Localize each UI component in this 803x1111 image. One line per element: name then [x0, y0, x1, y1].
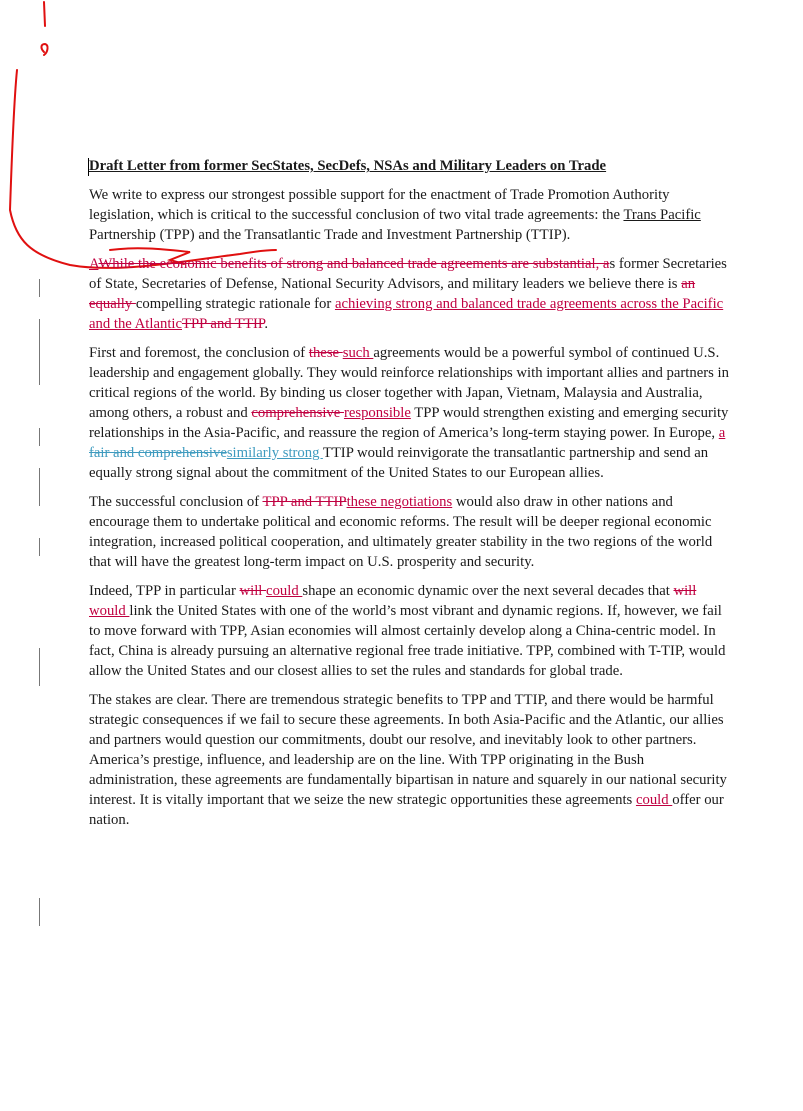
deleted-text: these	[308, 345, 343, 362]
deleted-text: TPP and TTIP	[262, 494, 347, 511]
deleted-text: comprehensive	[251, 404, 344, 421]
inserted-text: these negotiations	[346, 494, 453, 511]
inserted-text: A	[89, 256, 99, 273]
text-run: Partnership (TPP) and the Transatlantic Trade and Investment Partnership (TTIP).	[89, 226, 571, 243]
paragraph-4	[89, 493, 729, 573]
change-bar	[39, 898, 40, 926]
ink-stroke-top	[44, 2, 45, 26]
change-bar	[39, 538, 40, 556]
title-text: Draft Letter from former SecStates, SecDefs, NSAs and Military Leaders on Trade	[89, 158, 607, 174]
text-run: The successful conclusion of	[89, 494, 263, 511]
text-run: We write to express our strongest possible support for the enactment of Trade Promotion Authority legislation, which is critical to the successful conclusion of two vital trade agreements: the	[89, 186, 670, 223]
inserted-text: a	[718, 424, 726, 441]
inserted-text: similarly strong	[226, 444, 323, 461]
text-run: First and foremost, the conclusion of	[89, 345, 309, 362]
text-run: link the United States with one of the world’s most vibrant and dynamic regions. If, however, we fail to move forward with TPP, Asian economies will almost certainly develop along a China-centric model. In fact, China is already pursuing an alternative regional free trade initiative. TPP, combined with T-TIP, would allow the United States and our closest allies to set the rules and standards for global trade.	[89, 603, 726, 679]
inserted-text: such	[342, 345, 374, 362]
paragraph-1	[89, 186, 729, 246]
inserted-text: responsible	[343, 404, 411, 421]
inserted-text: achieving strong and balanced trade agreements across the Pacific and the Atlantic	[89, 295, 724, 332]
text-cursor	[88, 158, 89, 176]
underlined-text: Trans Pacific	[623, 206, 701, 223]
text-run: s former Secretaries of State, Secretaries of Defense, National Security Advisors, and military leaders we believe there is	[89, 256, 727, 293]
deleted-text: TPP and TTIP	[182, 315, 265, 332]
text-run: compelling strategic rationale for	[135, 295, 335, 312]
text-run: Indeed, TPP in particular	[89, 583, 240, 600]
paragraph-6	[89, 691, 729, 830]
document-title	[89, 157, 729, 177]
text-run: would also draw in other nations and encourage them to undertake political and economic reforms. The result will be deeper regional economic integration, increased political cooperation, and ultimately greater stability in the two regions of the world that will have the greatest long-term impact on U.S. prosperity and security.	[89, 494, 713, 570]
paragraph-3	[89, 344, 729, 483]
change-bar	[39, 319, 40, 385]
inserted-text: could	[635, 791, 673, 808]
deleted-text: While the economic benefits of strong and balanced trade agreements are substantial, a	[98, 256, 610, 273]
paragraph-5	[89, 582, 729, 682]
change-bar	[39, 428, 40, 446]
text-run: offer our nation.	[89, 791, 724, 828]
ink-loop-mark	[41, 44, 47, 55]
paragraph-2	[89, 255, 729, 335]
text-run: agreements would be a powerful symbol of continued U.S. leadership and engagement globally. They would reinforce relationships with important allies and partners in critical regions of the world. By binding us closer together with Japan, Vietnam, Malaysia and Australia, among others, a robust and	[89, 345, 729, 421]
deleted-text: an equally	[89, 276, 696, 312]
text-run: TPP would strengthen existing and emerging security relationships in the Asia-Pacific, and reassure the region of America’s long-term staying power. In Europe,	[89, 404, 729, 441]
change-bar	[39, 648, 40, 686]
change-bar	[39, 468, 40, 506]
inserted-text: would	[89, 603, 130, 620]
inserted-text: could	[266, 583, 303, 600]
text-run: shape an economic dynamic over the next several decades that	[302, 583, 674, 600]
text-run: .	[264, 315, 269, 332]
change-bar	[39, 279, 40, 297]
text-run: The stakes are clear. There are tremendous strategic benefits to TPP and TTIP, and there would be harmful strategic consequences if we fail to secure these agreements. In both Asia-Pacific and the Atlantic, our allies and partners would question our commitments, doubt our resolve, and inevitably look to other partners. America’s prestige, influence, and leadership are on the line. With TPP originating in the Bush administration, these agreements are fundamentally bipartisan in nature and squarely in our national security interest. It is vitally important that we seize the new strategic opportunities these agreements	[89, 692, 727, 808]
deleted-text: will	[673, 583, 697, 600]
deleted-text: fair and comprehensive	[89, 444, 227, 461]
deleted-text: will	[239, 583, 267, 600]
document-page	[89, 157, 729, 840]
text-run: TTIP would reinvigorate the transatlantic partnership and send an equally strong signal about the commitment of the United States to our European allies.	[89, 444, 709, 481]
